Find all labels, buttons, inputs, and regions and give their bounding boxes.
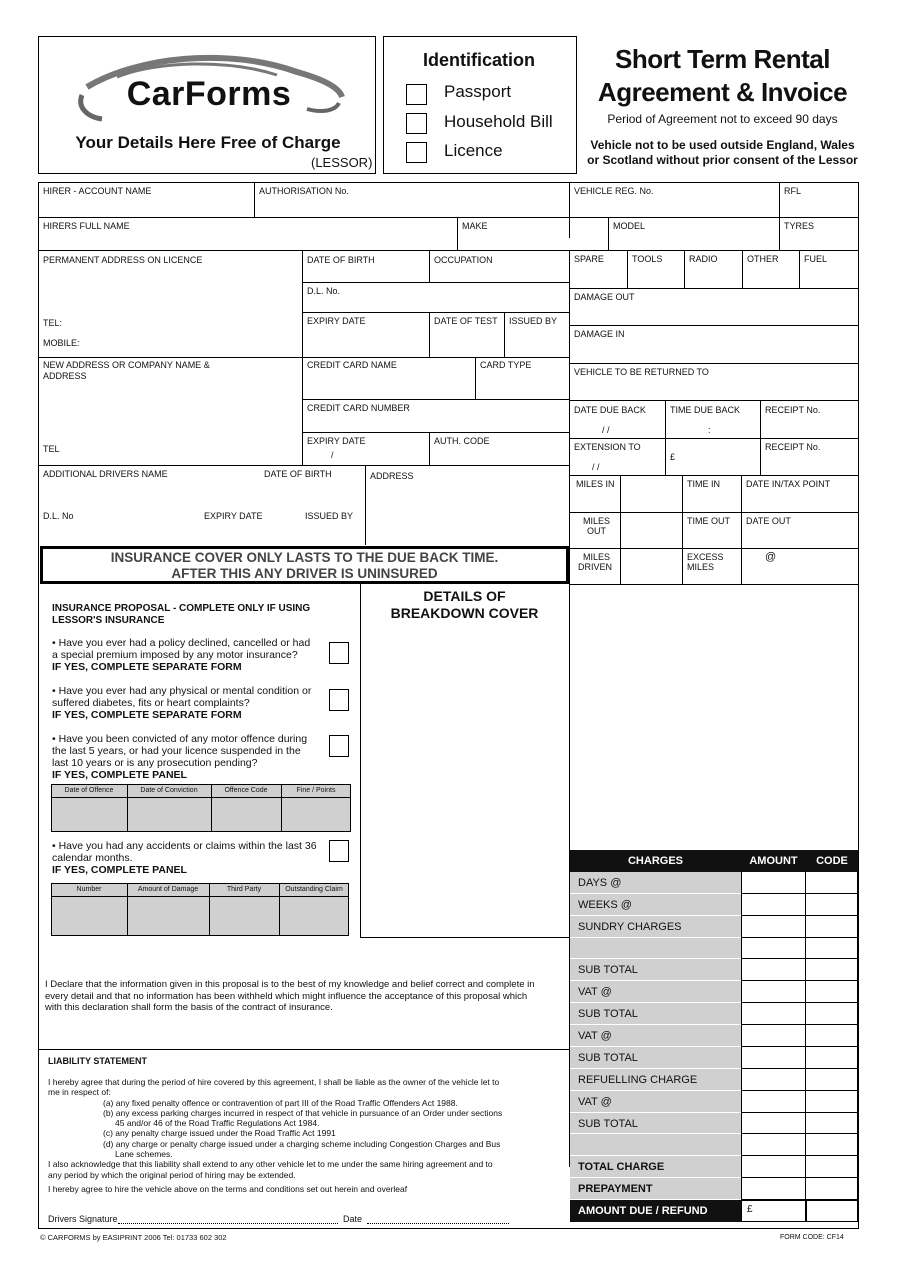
charge-row-label xyxy=(570,1069,741,1091)
usage-notice-2: or Scotland without prior consent of the Lessor xyxy=(587,153,858,167)
charge-row-code[interactable] xyxy=(806,1025,858,1047)
charge-row-amount[interactable] xyxy=(741,894,806,916)
signature-line[interactable] xyxy=(118,1223,338,1224)
date-line[interactable] xyxy=(367,1223,509,1224)
miles-in-label: MILES IN xyxy=(576,479,615,489)
charge-row-code[interactable] xyxy=(806,981,858,1003)
date-due-back-slashes: / / xyxy=(602,425,610,435)
charge-row-label xyxy=(570,1156,741,1178)
miles-driven-label-2: DRIVEN xyxy=(578,562,613,572)
auth-code-label: AUTH. CODE xyxy=(434,436,490,446)
charge-row-text: SUB TOTAL xyxy=(578,964,638,977)
charge-row-label xyxy=(570,938,741,960)
dl-no2-label: D.L. No xyxy=(43,511,74,521)
question-3-checkbox[interactable] xyxy=(329,735,349,757)
charge-row-code[interactable] xyxy=(806,1047,858,1069)
charge-row-text: SUNDRY CHARGES xyxy=(578,920,682,933)
footer-form-code: FORM CODE: CF14 xyxy=(780,1234,844,1241)
agreement-period: Period of Agreement not to exceed 90 days xyxy=(607,112,838,126)
question-2-checkbox[interactable] xyxy=(329,689,349,711)
charge-row-code[interactable] xyxy=(806,959,858,981)
date-out-label: DATE OUT xyxy=(746,516,791,526)
charge-row-amount[interactable] xyxy=(741,1178,806,1200)
licence-label: Licence xyxy=(444,141,503,160)
tyres-label: TYRES xyxy=(784,221,815,231)
receipt2-label: RECEIPT No. xyxy=(765,442,821,452)
question-3: • Have you been convicted of any motor offence during the last 5 years, or had your licence suspended in the last 10 years or is any prosecution pending? IF YES, COMPLETE PANEL xyxy=(52,733,308,781)
rfl-label: RFL xyxy=(784,186,802,196)
insurance-banner-line2: AFTER THIS ANY DRIVER IS UNINSURED xyxy=(171,566,438,581)
proposal-title-1: INSURANCE PROPOSAL - COMPLETE ONLY IF USING xyxy=(52,603,311,614)
tel2-label: TEL xyxy=(43,444,60,454)
add-drivers-label: ADDITIONAL DRIVERS NAME xyxy=(43,469,168,479)
miles-out-label-2: OUT xyxy=(587,526,606,536)
charge-row-text: SUB TOTAL xyxy=(578,1008,638,1021)
receipt1-label: RECEIPT No. xyxy=(765,405,821,415)
tel-label: TEL: xyxy=(43,318,63,328)
time-out-label: TIME OUT xyxy=(687,516,730,526)
declaration-text: I Declare that the information given in this proposal is to the best of my knowledge and belief correct and complete in every detail and that no information has been withheld which might influence the acceptance of this proposal which with this declaration shall form the basis of the contract of insurance. xyxy=(45,979,535,1013)
expiry-date-label: EXPIRY DATE xyxy=(307,316,366,326)
charge-row-label xyxy=(570,1091,741,1113)
dl-no-label: D.L. No. xyxy=(307,286,341,296)
charge-row-amount[interactable] xyxy=(741,916,806,938)
returned-to-label: VEHICLE TO BE RETURNED TO xyxy=(574,367,709,377)
charge-row-text: VAT @ xyxy=(578,1030,612,1043)
charge-row-amount[interactable] xyxy=(741,1025,806,1047)
charge-row-code[interactable] xyxy=(806,1091,858,1113)
card-type-label: CARD TYPE xyxy=(480,360,532,370)
household-bill-label: Household Bill xyxy=(444,112,553,131)
time-due-back-colon: : xyxy=(708,425,711,435)
new-address-label-2: ADDRESS xyxy=(43,371,87,381)
credit-card-name-label: CREDIT CARD NAME xyxy=(307,360,397,370)
lessor-role: (LESSOR) xyxy=(311,155,373,170)
charge-row-amount[interactable] xyxy=(741,981,806,1003)
extension-slashes: / / xyxy=(592,462,600,472)
passport-checkbox[interactable] xyxy=(406,84,427,105)
date-in-label: DATE IN/TAX POINT xyxy=(746,479,831,489)
charge-row-text: TOTAL CHARGE xyxy=(578,1161,665,1174)
issued-by-label: ISSUED BY xyxy=(509,316,558,326)
date-of-test-label: DATE OF TEST xyxy=(434,316,498,326)
card-expiry-slash: / xyxy=(331,450,334,460)
charge-row-code[interactable] xyxy=(806,916,858,938)
credit-card-number-label: CREDIT CARD NUMBER xyxy=(307,403,410,413)
authorisation-label: AUTHORISATION No. xyxy=(259,186,349,196)
lessor-tagline: Your Details Here Free of Charge xyxy=(75,133,341,152)
breakdown-title-2: BREAKDOWN COVER xyxy=(390,605,539,621)
fuel-label: FUEL xyxy=(804,254,828,264)
charge-row-code[interactable] xyxy=(806,1069,858,1091)
panel2-col-2: Amount of Damage xyxy=(137,886,199,893)
date-due-back-label: DATE DUE BACK xyxy=(574,405,646,415)
charge-row-amount[interactable] xyxy=(741,1003,806,1025)
charge-row-label xyxy=(570,1113,741,1135)
household-bill-checkbox[interactable] xyxy=(406,113,427,134)
panel1-col-1: Date of Offence xyxy=(64,787,114,794)
charge-row-code[interactable] xyxy=(806,872,858,894)
charge-row-amount[interactable] xyxy=(741,1156,806,1178)
breakdown-title-1: DETAILS OF xyxy=(423,588,506,604)
licence-checkbox[interactable] xyxy=(406,142,427,163)
question-2: • Have you ever had any physical or mental condition or suffered diabetes, fits or heart complaints? IF YES, COMPLETE SEPARATE FORM xyxy=(52,685,312,721)
extension-to-label: EXTENSION TO xyxy=(574,442,641,452)
charges-col-charges: CHARGES xyxy=(627,855,683,867)
question-1-checkbox[interactable] xyxy=(329,642,349,664)
usage-notice-1: Vehicle not to be used outside England, Wales xyxy=(590,138,855,152)
charge-row-amount[interactable] xyxy=(741,1134,806,1156)
charge-row-amount[interactable] xyxy=(741,872,806,894)
charge-row-label xyxy=(570,981,741,1003)
charge-row-code[interactable] xyxy=(806,1003,858,1025)
excess-label-1: EXCESS xyxy=(687,552,724,562)
amount-due-code[interactable] xyxy=(806,1200,858,1222)
address-label: ADDRESS xyxy=(370,471,414,481)
identification-title: Identification xyxy=(423,50,535,70)
issued-by2-label: ISSUED BY xyxy=(305,511,354,521)
charge-row-text: WEEKS @ xyxy=(578,898,632,911)
charge-row-amount[interactable] xyxy=(741,938,806,960)
charge-row-text: DAYS @ xyxy=(578,877,622,889)
vehicle-reg-label: VEHICLE REG. No. xyxy=(574,186,654,196)
damage-in-label: DAMAGE IN xyxy=(574,329,625,339)
new-address-label-1: NEW ADDRESS OR COMPANY NAME & xyxy=(43,360,210,370)
extension-pound: £ xyxy=(670,452,676,462)
signature-label: Drivers Signature xyxy=(48,1214,118,1224)
mobile-label: MOBILE: xyxy=(43,338,80,348)
panel1-col-2: Date of Conviction xyxy=(140,787,198,794)
charge-row-label xyxy=(570,872,741,894)
excess-at: @ xyxy=(765,551,777,563)
panel1-col-3: Offence Code xyxy=(224,787,268,794)
charge-row-label xyxy=(570,1047,741,1069)
charge-row-code[interactable] xyxy=(806,894,858,916)
amount-due-label: AMOUNT DUE / REFUND xyxy=(578,1205,708,1217)
question-1: • Have you ever had a policy declined, cancelled or had a special premium imposed by any motor insurance? IF YES, COMPLETE SEPARATE FORM xyxy=(52,637,311,673)
damage-out-label: DAMAGE OUT xyxy=(574,292,635,302)
time-due-back-label: TIME DUE BACK xyxy=(670,405,741,415)
question-4: • Have you had any accidents or claims within the last 36 calendar months. IF YES, COMPLETE PANEL xyxy=(52,840,317,876)
other-label: OTHER xyxy=(747,254,779,264)
make-label: MAKE xyxy=(462,221,488,231)
dob2-label: DATE OF BIRTH xyxy=(264,469,332,479)
charge-row-label xyxy=(570,916,741,938)
charges-col-code: CODE xyxy=(816,855,848,867)
identification-panel xyxy=(383,36,577,174)
hirer-account-label: HIRER - ACCOUNT NAME xyxy=(43,186,152,196)
footer-copyright: © CARFORMS by EASIPRINT 2006 Tel: 01733 602 302 xyxy=(40,1233,227,1242)
charge-row-amount[interactable] xyxy=(741,1069,806,1091)
charge-row-amount[interactable] xyxy=(741,1113,806,1135)
passport-label: Passport xyxy=(444,82,512,101)
panel2-col-1: Number xyxy=(76,886,102,893)
charge-row-code[interactable] xyxy=(806,938,858,960)
dob-label: DATE OF BIRTH xyxy=(307,255,375,265)
charge-row-text: SUB TOTAL xyxy=(578,1051,638,1064)
liability-title: LIABILITY STATEMENT xyxy=(48,1056,147,1066)
miles-driven-label-1: MILES xyxy=(583,552,611,562)
liability-text: I hereby agree that during the period of hire covered by this agreement, I shall be liable as the owner of the vehicle let to me in respect of: (a) any fixed penalty offence or contravention of part III of the Road Traffic Offenders Act 1988. (b) any excess parking charges incurred in respect of that vehicle in pursuance of an Order under sections 45 and/or 46 of the Road Traffic Regulations Act 1984. (c) any penalty charge issued under the Road Traffic Act 1991 (d) any charge or penalty charge issued under a charging scheme including Congestion Charges and Bus Lane schemes. I also acknowledge that this liability shall extend to any other vehicle let to me under the same hiring agreement and to any period by which the original period of hiring may be extended. I hereby agree to hire the vehicle above on the terms and conditions set out herein and overleaf xyxy=(48,1077,503,1194)
charge-row-amount[interactable] xyxy=(741,959,806,981)
time-in-label: TIME IN xyxy=(687,479,720,489)
perm-address-label: PERMANENT ADDRESS ON LICENCE xyxy=(43,255,203,265)
radio-label: RADIO xyxy=(689,254,718,264)
charge-row-label xyxy=(570,894,741,916)
brand-name: CarForms xyxy=(126,75,292,113)
charge-row-amount[interactable] xyxy=(741,1047,806,1069)
charge-row-label xyxy=(570,1025,741,1047)
tools-label: TOOLS xyxy=(632,254,663,264)
occupation-label: OCCUPATION xyxy=(434,255,493,265)
charge-row-label xyxy=(570,1178,741,1200)
card-expiry-label: EXPIRY DATE xyxy=(307,436,366,446)
insurance-banner-line1: INSURANCE COVER ONLY LASTS TO THE DUE BACK TIME. xyxy=(110,550,499,565)
hirers-full-name-label: HIRERS FULL NAME xyxy=(43,221,130,231)
question-4-checkbox[interactable] xyxy=(329,840,349,862)
charges-col-amount: AMOUNT xyxy=(749,855,798,867)
charge-row-code[interactable] xyxy=(806,1156,858,1178)
panel1-col-4: Fine / Points xyxy=(296,787,336,794)
charge-row-text: VAT @ xyxy=(578,986,612,999)
charge-row-amount[interactable] xyxy=(741,1091,806,1113)
charge-row-text: SUB TOTAL xyxy=(578,1117,638,1130)
charge-row-label xyxy=(570,1003,741,1025)
miles-out-label-1: MILES xyxy=(583,516,611,526)
charge-row-label xyxy=(570,1134,741,1156)
model-label: MODEL xyxy=(613,221,646,231)
agreement-title-2: Agreement & Invoice xyxy=(597,77,848,107)
lessor-logo-panel xyxy=(38,36,376,174)
charge-row-text: PREPAYMENT xyxy=(578,1183,653,1196)
excess-label-2: MILES xyxy=(687,562,715,572)
agreement-title-1: Short Term Rental xyxy=(615,44,830,74)
proposal-title-2: LESSOR'S INSURANCE xyxy=(52,615,165,626)
spare-label: SPARE xyxy=(574,254,604,264)
expiry-date3-label: EXPIRY DATE xyxy=(204,511,263,521)
charge-row-code[interactable] xyxy=(806,1134,858,1156)
charge-row-text: REFUELLING CHARGE xyxy=(578,1073,698,1086)
charge-row-text: VAT @ xyxy=(578,1095,612,1108)
amount-due-pound: £ xyxy=(747,1204,753,1215)
date-label: Date xyxy=(343,1214,363,1224)
charge-row-code[interactable] xyxy=(806,1113,858,1135)
charge-row-code[interactable] xyxy=(806,1178,858,1200)
panel2-col-4: Outstanding Claim xyxy=(285,886,343,893)
panel2-col-3: Third Party xyxy=(226,886,262,893)
charge-row-label xyxy=(570,959,741,981)
